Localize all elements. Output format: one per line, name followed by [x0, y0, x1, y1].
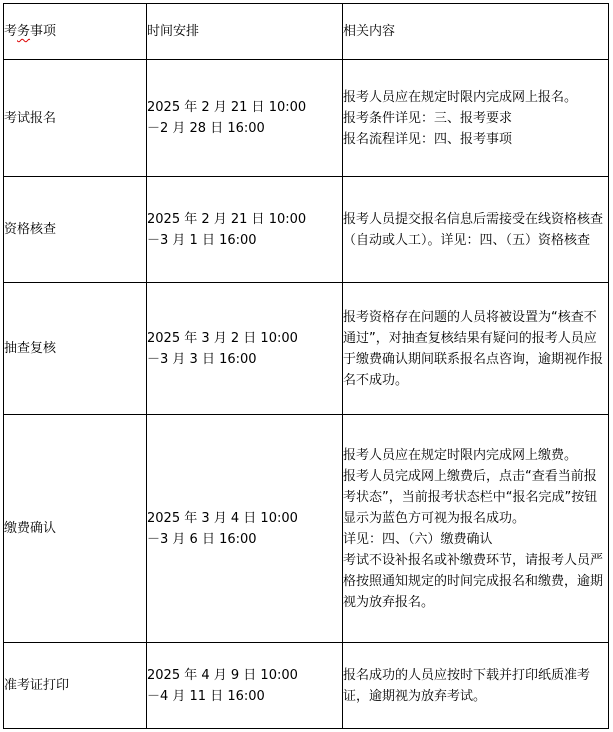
header-detail: 相关内容 — [343, 4, 609, 60]
row-time — [147, 415, 343, 643]
detail-paragraph: 报考人员提交报名信息后需接受在线资格核查（自动或人工）。详见：四、（五）资格核查 — [343, 211, 604, 248]
row-detail — [343, 177, 609, 283]
header-item-part-1: 考 — [4, 24, 18, 39]
row-item: 资格核查 — [4, 177, 147, 283]
detail-paragraph: 报考资格存在问题的人员将被设置为“核查不通过”，对抽查复核结果有疑问的报考人员应于缴费确认期间联系报名点咨询，逾期视作报名不成功。 — [343, 309, 604, 388]
time-start: 2025 年 2 月 21 日 10:00 — [147, 211, 307, 227]
detail-paragraph: 报考条件详见：三、报考要求 — [343, 110, 513, 126]
row-item: 抽查复核 — [4, 283, 147, 415]
row-item: 缴费确认 — [4, 415, 147, 643]
row-time — [147, 643, 343, 729]
time-end: －4 月 11 日 16:00 — [147, 688, 265, 704]
row-time — [147, 283, 343, 415]
exam-schedule-table — [3, 3, 609, 729]
header-time: 时间安排 — [147, 4, 343, 60]
time-start: 2025 年 2 月 21 日 10:00 — [147, 100, 307, 115]
header-item-part-3: 事项 — [30, 24, 57, 39]
header-item — [4, 4, 147, 60]
time-end: －3 月 3 日 16:00 — [147, 351, 257, 367]
row-item: 考试报名 — [4, 60, 147, 177]
row-detail — [343, 415, 609, 643]
time-start: 2025 年 3 月 4 日 10:00 — [147, 510, 298, 526]
time-end: －3 月 6 日 16:00 — [147, 531, 257, 547]
row-detail — [343, 60, 609, 177]
row-detail — [343, 283, 609, 415]
detail-paragraph: 报考人员应在规定时限内完成网上缴费。 — [343, 447, 578, 463]
detail-paragraph: 报考人员应在规定时限内完成网上报名。 — [343, 89, 578, 105]
detail-paragraph: 详见：四、（六）缴费确认 — [343, 531, 493, 547]
table-row — [4, 643, 609, 729]
row-item: 准考证打印 — [4, 643, 147, 729]
time-start: 2025 年 3 月 2 日 10:00 — [147, 330, 298, 346]
detail-paragraph: 报名流程详见：四、报考事项 — [343, 131, 513, 147]
row-time — [147, 177, 343, 283]
time-end: －2 月 28 日 16:00 — [147, 121, 265, 136]
table-header-row — [4, 4, 609, 60]
row-detail — [343, 643, 609, 729]
time-start: 2025 年 4 月 9 日 10:00 — [147, 667, 298, 683]
table-row — [4, 415, 609, 643]
table-row — [4, 283, 609, 415]
detail-paragraph: 考试不设补报名或补缴费环节，请报考人员严格按照通知规定的时间完成报名和缴费，逾期视为放弃报名。 — [343, 552, 604, 610]
detail-paragraph: 报考人员完成网上缴费后，点击“查看当前报考状态”，当前报考状态栏中“报名完成”按钮显示为蓝色方可视为报名成功。 — [343, 468, 598, 526]
detail-paragraph: 报名成功的人员应按时下载并打印纸质准考证，逾期视为放弃考试。 — [343, 667, 591, 704]
table-row — [4, 60, 609, 177]
header-item-part-2: 务 — [17, 24, 31, 39]
time-end: －3 月 1 日 16:00 — [147, 232, 257, 248]
row-time — [147, 60, 343, 177]
table-row — [4, 177, 609, 283]
